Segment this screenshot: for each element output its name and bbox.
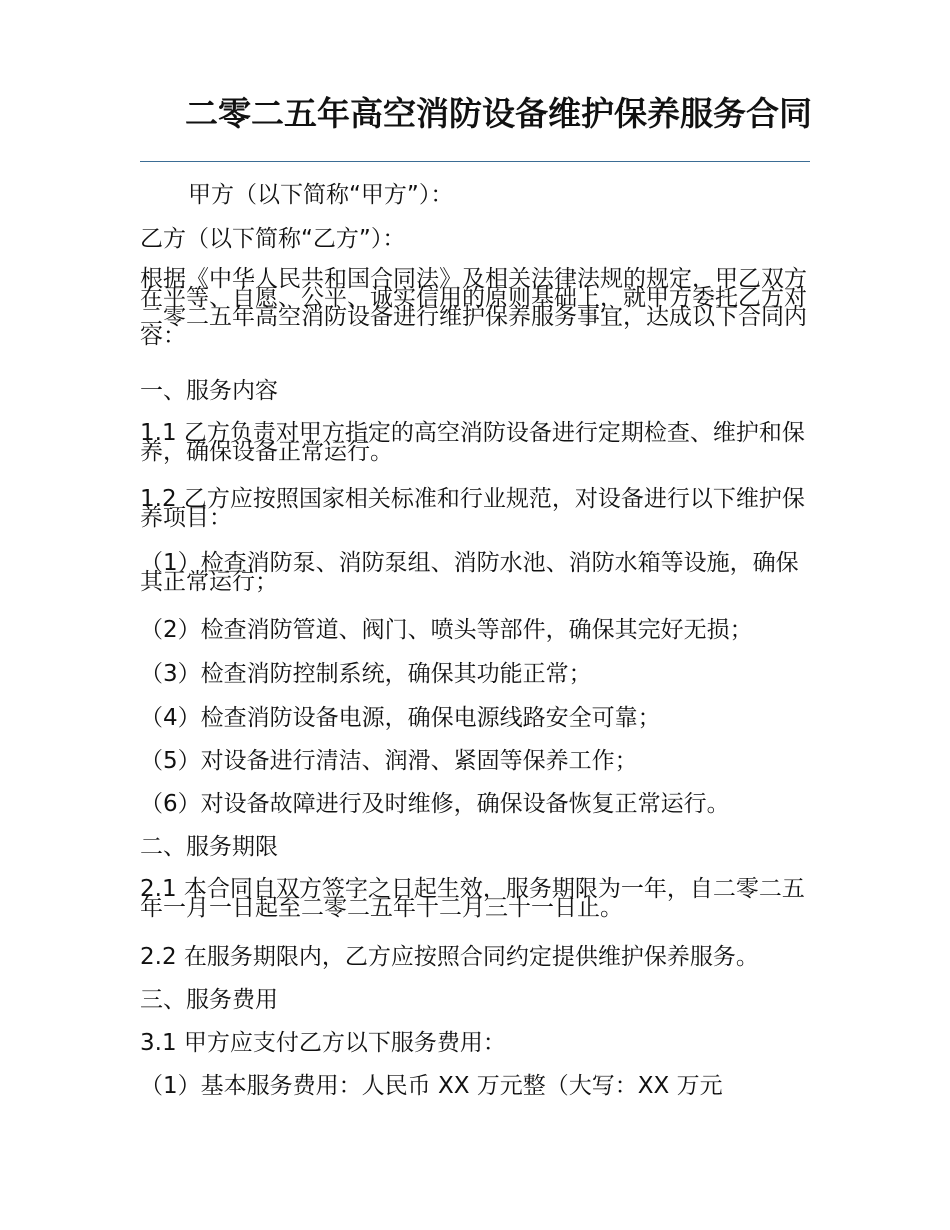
- party-b-line: 乙方（以下简称“乙方”）：: [140, 226, 406, 252]
- clause-2-2: 2.2 在服务期限内，乙方应按照合同约定提供维护保养服务。: [140, 944, 759, 970]
- maintenance-item-3: （3）检查消防控制系统，确保其功能正常；: [140, 661, 592, 687]
- preamble-paragraph: 根据《中华人民共和国合同法》及相关法律法规的规定，甲乙双方在平等、自愿、公平、诚实信用的原则基础上，就甲方委托乙方对二零二五年高空消防设备进行维护保养服务事宜，达成以下合同内容：: [140, 266, 807, 349]
- clause-3-1: 3.1 甲方应支付乙方以下服务费用：: [140, 1030, 506, 1056]
- maintenance-item-4: （4）检查消防设备电源，确保电源线路安全可靠；: [140, 705, 661, 731]
- maintenance-item-1: （1）检查消防泵、消防泵组、消防水池、消防水箱等设施，确保其正常运行；: [140, 550, 799, 595]
- maintenance-item-5: （5）对设备进行清洁、润滑、紧固等保养工作；: [140, 748, 638, 774]
- clause-1-2: 1.2 乙方应按照国家相关标准和行业规范，对设备进行以下维护保养项目：: [140, 486, 805, 531]
- document-title: 二零二五年高空消防设备维护保养服务合同: [185, 94, 812, 133]
- maintenance-item-2: （2）检查消防管道、阀门、喷头等部件，确保其完好无损；: [140, 617, 753, 643]
- section-3-heading: 三、服务费用: [140, 987, 278, 1013]
- section-1-heading: 一、服务内容: [140, 378, 278, 404]
- party-a-line: 甲方（以下简称“甲方”）：: [188, 182, 454, 208]
- title-underline: [140, 161, 810, 162]
- maintenance-item-6: （6）对设备故障进行及时维修，确保设备恢复正常运行。: [140, 791, 730, 817]
- section-2-heading: 二、服务期限: [140, 834, 278, 860]
- clause-1-1: 1.1 乙方负责对甲方指定的高空消防设备进行定期检查、维护和保养，确保设备正常运行。: [140, 420, 805, 465]
- clause-2-1: 2.1 本合同自双方签字之日起生效，服务期限为一年，自二零二五年一月一日起至二零二五年十二月三十一日止。: [140, 876, 805, 921]
- fee-item-1: （1）基本服务费用：人民币 XX 万元整（大写：XX 万元: [140, 1073, 723, 1099]
